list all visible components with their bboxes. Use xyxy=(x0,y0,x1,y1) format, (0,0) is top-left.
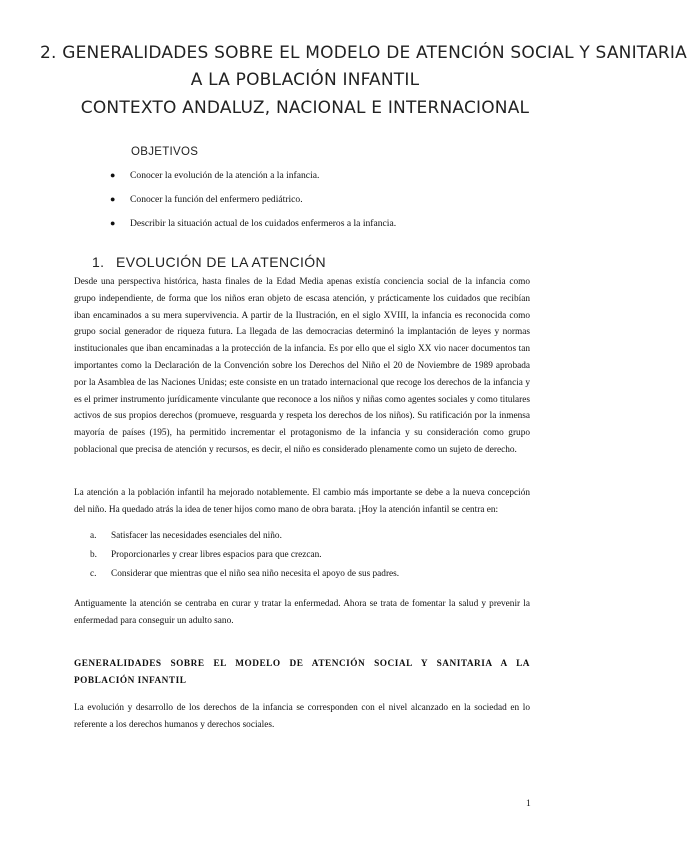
list-item xyxy=(110,193,550,206)
objective-text: Describir la situación actual de los cuidados enfermeros a la infancia. xyxy=(130,218,397,229)
list-item xyxy=(90,568,530,581)
lettered-list xyxy=(90,530,530,587)
section-number: 1. xyxy=(92,254,105,270)
objectives-list xyxy=(110,169,550,241)
subsection-heading: GENERALIDADES SOBRE EL MODELO DE ATENCIÓN SOCIAL Y SANITARIA A LA POBLACIÓN INFANTIL xyxy=(74,659,530,686)
list-marker: c. xyxy=(90,569,97,579)
section-title: EVOLUCIÓN DE LA ATENCIÓN xyxy=(116,254,327,270)
title-line-1: 2. GENERALIDADES SOBRE EL MODELO DE ATENCIÓN SOCIAL Y SANITARIA xyxy=(40,43,687,63)
list-marker: b. xyxy=(90,550,97,560)
objectives-heading: OBJETIVOS xyxy=(131,146,199,158)
bullet-icon: ● xyxy=(110,170,116,180)
list-item-text: Satisfacer las necesidades esenciales del niño. xyxy=(111,531,282,541)
document-title xyxy=(40,40,687,122)
title-line-3: CONTEXTO ANDALUZ, NACIONAL E INTERNACIONAL xyxy=(80,98,530,118)
objective-text: Conocer la evolución de la atención a la infancia. xyxy=(130,170,320,181)
list-item-text: Considerar que mientras que el niño sea niño necesita el apoyo de sus padres. xyxy=(111,569,400,579)
paragraph: Desde una perspectiva histórica, hasta finales de la Edad Media apenas existía conciencia social de la infancia como grupo independiente, de forma que los niños eran objeto de escasa atención, y prácticamente los cuidados que recibían iban encaminados a su mera supervivencia. A partir de la Ilustración, en el siglo XVIII, la infancia es reconocida como grupo social generador de riqueza futura. La llegada de las democracias determinó la implantación de leyes y normas institucionales que iban encaminadas a la protección de la infancia. Es por ello que el siglo XX vio nacer documentos tan importantes como la Declaración de la Convención sobre los Derechos del Niño el 20 de Noviembre de 1989 aprobada por la Asamblea de las Naciones Unidas; este consiste en un tratado internacional que recoge los derechos de la infancia y es el primer instrumento jurídicamente vinculante que reconoce a los niños y niñas como agentes sociales y como titulares activos de sus propios derechos (promueve, resguarda y respeta los derechos de los niños). Su ratificación por la inmensa mayoría de países (195), ha permitido incrementar el protagonismo de la infancia y su consideración como grupo poblacional que precisa de atención y recursos, es decir, el niño es considerado plenamente como un sujeto de derecho. xyxy=(74,277,530,455)
title-line-2: A LA POBLACIÓN INFANTIL xyxy=(190,70,420,90)
section-heading xyxy=(92,254,326,270)
page-number: 1 xyxy=(526,799,531,809)
list-item-text: Proporcionarles y crear libres espacios para que crezcan. xyxy=(111,550,322,560)
list-marker: a. xyxy=(90,531,97,541)
bullet-icon: ● xyxy=(110,218,116,228)
paragraph: La atención a la población infantil ha mejorado notablemente. El cambio más importante se debe a la nueva concepción del niño. Ha quedado atrás la idea de tener hijos como mano de obra barata. ¡Hoy la atención infantil se centra en: xyxy=(74,488,530,515)
list-item xyxy=(110,217,550,230)
bullet-icon: ● xyxy=(110,194,116,204)
paragraph: Antiguamente la atención se centraba en curar y tratar la enfermedad. Ahora se trata de fomentar la salud y prevenir la enfermedad para conseguir un adulto sano. xyxy=(74,599,530,626)
paragraph: La evolución y desarrollo de los derechos de la infancia se corresponden con el nivel alcanzado en la sociedad en lo referente a los derechos humanos y derechos sociales. xyxy=(74,703,530,730)
list-item xyxy=(90,549,530,562)
objective-text: Conocer la función del enfermero pediátrico. xyxy=(130,194,303,205)
list-item xyxy=(110,169,550,182)
list-item xyxy=(90,530,530,543)
